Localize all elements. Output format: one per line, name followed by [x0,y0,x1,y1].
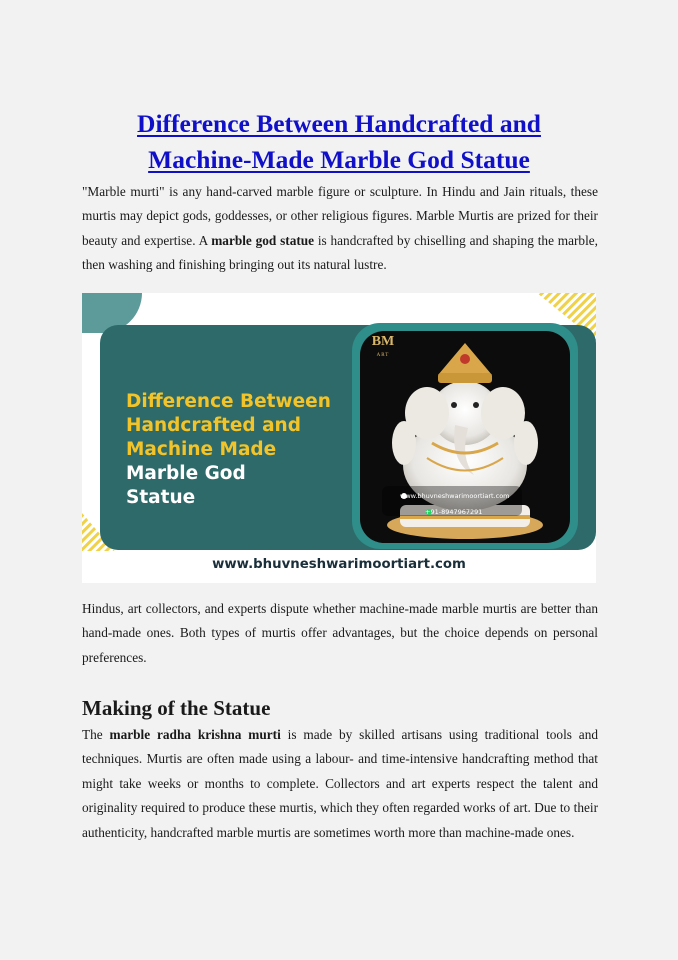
banner-title-line-4: Marble God [126,463,246,484]
making-paragraph [82,723,598,845]
page-title [40,106,638,178]
title-link[interactable] [137,109,541,174]
comparison-paragraph: Hindus, art collectors, and experts dispute whether machine-made marble murtis are better than hand-made ones. Both types of murtis offer advantages, but the choice depends on personal preferences. [82,601,598,665]
logo-sub: ART [376,353,390,358]
intro-text-2: is handcrafted by chiselling and shaping the marble, then washing and finishing bringing out its natural lustre. [82,232,598,273]
title-line-1: Difference Between Handcrafted and [137,109,541,138]
feature-banner-image [82,293,596,583]
intro-paragraph [82,180,598,278]
banner-title [126,390,331,510]
banner-title-line-1: Difference Between [126,391,331,412]
banner-website: www.bhuvneshwarimoortiart.com [212,557,466,572]
banner-title-line-5: Statue [126,487,196,508]
intro-text-1: "Marble murti" is any hand-carved marble figure or sculpture. In Hindu and Jain rituals, these murtis may depict gods, goddesses, or other religious figures. Marble Murtis are prized for their beauty and expertise. A [82,184,598,248]
logo-mark: BM [371,334,395,349]
banner-title-line-3: Machine Made [126,439,277,460]
watermark-website: www.bhuvneshwarimoortiart.com [400,492,510,500]
title-line-2: Machine-Made Marble God Statue [148,145,530,174]
intro-bold-keyword: marble god statue [211,232,315,248]
making-text-2: is made by skilled artisans using traditional tools and techniques. Murtis are often made using a labour- and time-intensive handcrafting method that might take weeks or months to complete. Collectors and art experts respect the talent and originality required to produce these murtis, which they often regarded works of art. Due to their authenticity, handcrafted marble murtis are sometimes worth more than machine-made ones. [82,727,598,840]
making-text-1: The [82,727,110,742]
watermark-phone: +91-8947967291 [425,508,483,516]
banner-title-line-2: Handcrafted and [126,415,301,436]
section-heading: Making of the Statue [82,696,271,720]
making-bold-keyword: marble radha krishna murti [109,727,281,742]
brand-logo [368,335,398,363]
